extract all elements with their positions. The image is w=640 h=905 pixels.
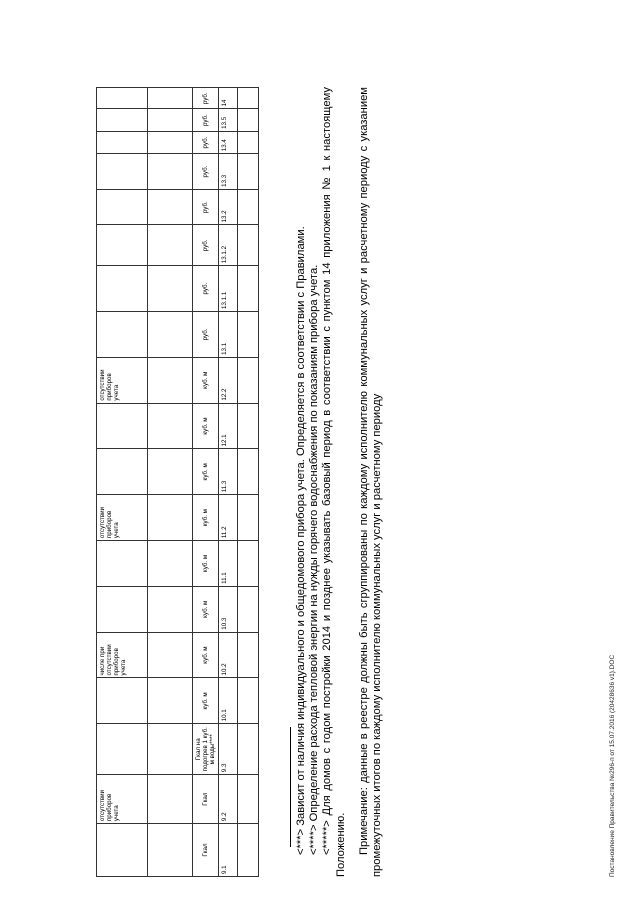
number-cell: 13.1.2 — [219, 225, 238, 266]
unit-cell: куб. м — [193, 403, 219, 449]
table-cell — [97, 824, 148, 877]
number-cell: 13.1.1 — [219, 266, 238, 312]
table-cell — [148, 131, 193, 153]
table-row-units — [193, 88, 219, 877]
table-cell — [97, 312, 148, 358]
table-cell — [148, 266, 193, 312]
table-cell — [238, 724, 259, 775]
table-cell — [238, 225, 259, 266]
table-cell — [238, 449, 259, 495]
number-cell: 13.5 — [219, 109, 238, 131]
number-cell: 10.2 — [219, 632, 238, 678]
number-cell: 10.1 — [219, 678, 238, 724]
unit-cell: куб. м — [193, 495, 219, 541]
remark: Примечание: данные в реестре должны быть сгруппированы по каждому исполнителю коммунальных услуг и расчетному периоду с указанием промежуточных итогов по каждому исполнителю коммунальных услуг и расчетному периоду — [357, 87, 384, 877]
table-cell: отсутствии приборов учета — [97, 775, 148, 824]
unit-cell: Гкал на подогрев 1 куб. м воды**** — [193, 724, 219, 775]
number-cell: 10.3 — [219, 586, 238, 632]
number-cell: 13.2 — [219, 189, 238, 225]
registry-table — [96, 87, 259, 877]
table-cell — [238, 586, 259, 632]
table-cell — [97, 541, 148, 587]
table-cell — [97, 189, 148, 225]
table-cell — [148, 495, 193, 541]
footnote-4: <****> Определение расхода тепловой энергии на нужды горячего водоснабжения по показаниям прибора учета. — [308, 264, 321, 855]
number-cell: 11.3 — [219, 449, 238, 495]
unit-cell: руб. — [193, 225, 219, 266]
table-cell — [238, 154, 259, 190]
table-cell — [97, 154, 148, 190]
table-cell — [238, 775, 259, 824]
unit-cell: руб. — [193, 312, 219, 358]
table-cell — [97, 586, 148, 632]
number-cell: 9.3 — [219, 724, 238, 775]
table-cell — [238, 88, 259, 109]
unit-cell: руб. — [193, 109, 219, 131]
number-cell: 11.1 — [219, 541, 238, 587]
table-row-numbers — [219, 88, 238, 877]
document-footer: Постановление Правительства №296-п от 15.07.2016 (20428636 v1).DOC — [609, 654, 616, 877]
footnote-separator — [290, 727, 291, 847]
table-cell — [238, 189, 259, 225]
number-cell: 12.2 — [219, 357, 238, 403]
table-cell — [238, 632, 259, 678]
table-cell — [238, 403, 259, 449]
unit-cell: куб. м — [193, 586, 219, 632]
number-cell: 13.4 — [219, 131, 238, 153]
table-cell — [148, 824, 193, 877]
table-cell — [148, 775, 193, 824]
number-cell: 13.1 — [219, 312, 238, 358]
table-cell — [238, 266, 259, 312]
table-cell — [97, 678, 148, 724]
table-row-header-2 — [148, 88, 193, 877]
table-cell — [148, 88, 193, 109]
unit-cell: руб. — [193, 154, 219, 190]
table-cell — [97, 109, 148, 131]
table-cell — [148, 109, 193, 131]
table-cell — [97, 449, 148, 495]
table-cell — [97, 266, 148, 312]
number-cell: 14 — [219, 88, 238, 109]
unit-cell: Гкал — [193, 824, 219, 877]
table-cell — [148, 632, 193, 678]
table-cell — [97, 724, 148, 775]
table-cell — [148, 189, 193, 225]
table-cell — [238, 312, 259, 358]
table-cell — [148, 586, 193, 632]
unit-cell: Гкал — [193, 775, 219, 824]
table-cell — [238, 541, 259, 587]
number-cell: 11.2 — [219, 495, 238, 541]
table-cell — [238, 495, 259, 541]
table-row-header-1 — [97, 88, 148, 877]
unit-cell: куб. м — [193, 357, 219, 403]
footnote-3: <***> Зависит от наличия индивидуального и общедомового прибора учета. Определяется в соответствии с Правилами. — [295, 226, 307, 855]
table-cell — [148, 724, 193, 775]
table-cell — [238, 678, 259, 724]
unit-cell: руб. — [193, 189, 219, 225]
table-cell: отсутствии приборов учета — [97, 357, 148, 403]
table-cell — [148, 449, 193, 495]
unit-cell: руб. — [193, 88, 219, 109]
number-cell: 13.3 — [219, 154, 238, 190]
table-cell — [148, 541, 193, 587]
unit-cell: куб. м — [193, 449, 219, 495]
table-cell — [148, 154, 193, 190]
footnotes — [290, 87, 384, 877]
table-cell — [148, 312, 193, 358]
table-cell — [148, 225, 193, 266]
unit-cell: куб. м — [193, 541, 219, 587]
table-cell — [238, 357, 259, 403]
table-cell: числе при отсутствии приборов учета — [97, 632, 148, 678]
table-cell — [97, 403, 148, 449]
table-cell — [97, 88, 148, 109]
footnote-5: <*****> Для домов с годом постройки 2014 и позднее указывать базовый период в соответствии с пунктом 14 приложения № 1 к настоящему Положению. — [321, 87, 347, 877]
unit-cell: куб. м — [193, 632, 219, 678]
table-cell — [97, 131, 148, 153]
table-cell — [97, 225, 148, 266]
unit-cell: руб. — [193, 266, 219, 312]
table-cell — [148, 357, 193, 403]
unit-cell: куб. м — [193, 678, 219, 724]
table-row-empty — [238, 88, 259, 877]
number-cell: 9.2 — [219, 775, 238, 824]
table-cell — [238, 131, 259, 153]
number-cell: 9.1 — [219, 824, 238, 877]
unit-cell: руб. — [193, 131, 219, 153]
table-cell — [148, 678, 193, 724]
table-cell — [238, 109, 259, 131]
table-cell — [148, 403, 193, 449]
table-cell: отсутствии приборов учета — [97, 495, 148, 541]
number-cell: 12.1 — [219, 403, 238, 449]
table-cell — [238, 824, 259, 877]
